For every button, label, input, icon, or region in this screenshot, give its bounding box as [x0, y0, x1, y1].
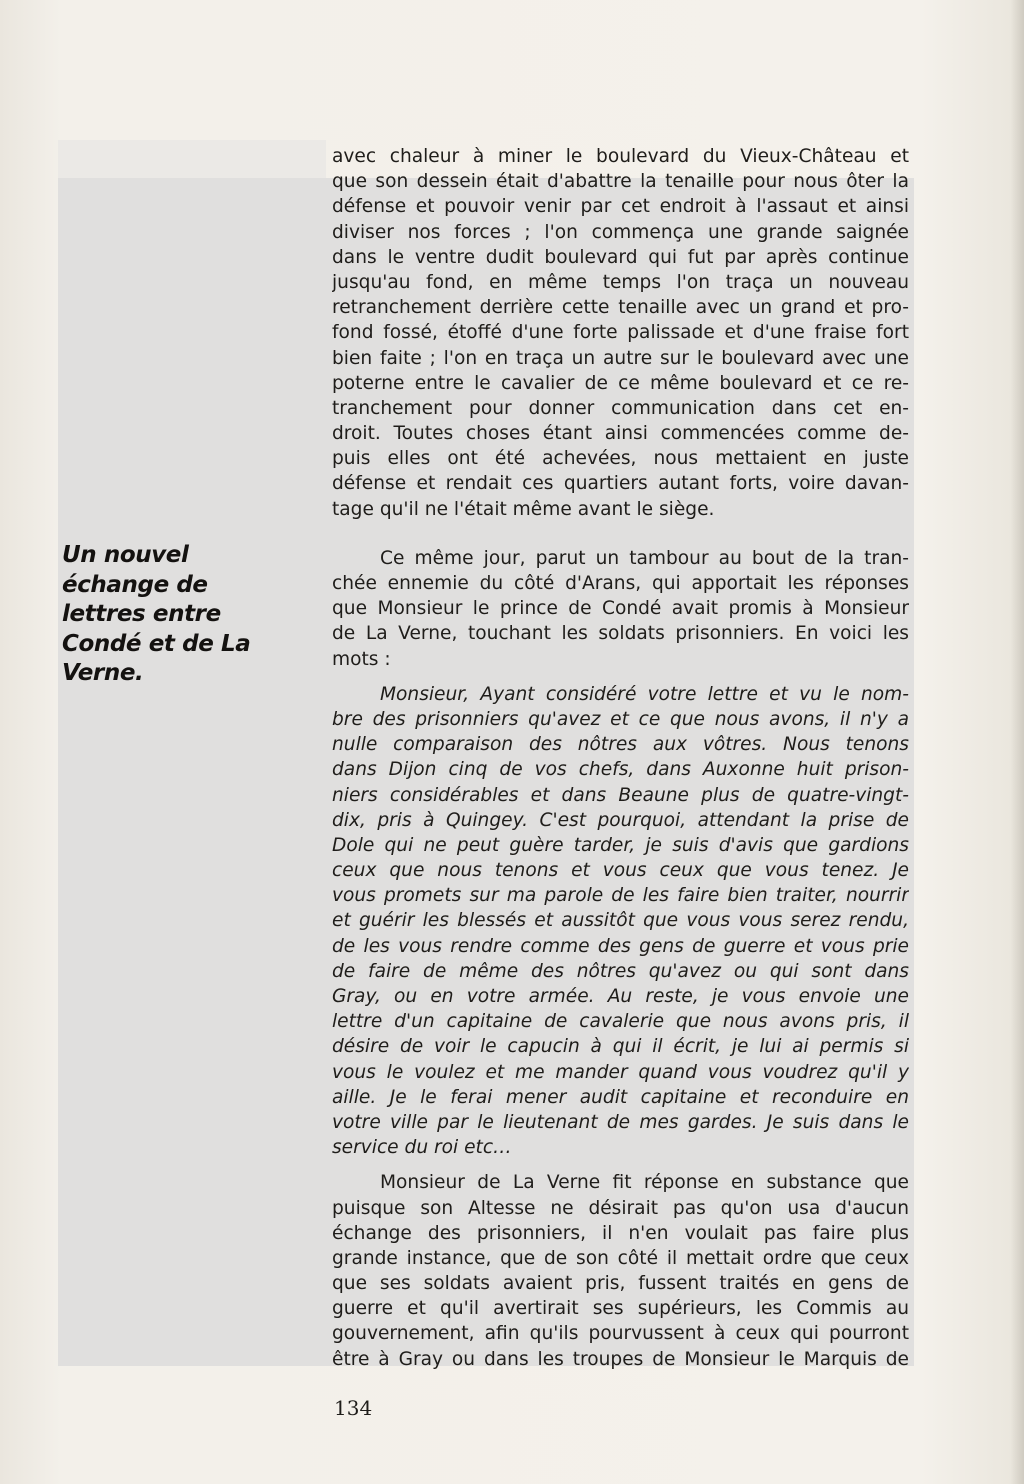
text-line: chée ennemie du côté d'Arans, qui apportait les réponses [332, 573, 909, 594]
text-line: gouvernement, afin qu'ils pourvussent à ceux qui pourront [332, 1323, 909, 1345]
text-line: bre des prisonniers qu'avez et ce que nous avons, il n'y a [332, 708, 909, 730]
text-line: guerre et qu'il avertirait ses supérieurs, les Commis au [332, 1298, 909, 1320]
text-line: défense et pouvoir venir par cet endroit à l'assaut et ainsi [332, 196, 909, 218]
text-line: dans Dijon cinq de vos chefs, dans Auxonne huit prison- [332, 759, 909, 781]
text-line: poterne entre le cavalier de ce même boulevard et ce re- [332, 372, 909, 394]
text-line: grande instance, que de son côté il mettait ordre que ceux [332, 1247, 909, 1269]
paragraph-3 [332, 1170, 909, 1372]
page-edge-shadow [1010, 0, 1024, 1484]
text-line: que Monsieur le prince de Condé avait promis à Monsieur [332, 598, 909, 620]
text-line: puisque son Altesse ne désirait pas qu'on usa d'aucun [332, 1197, 909, 1219]
text-line: diviser nos forces ; l'on commença une grande saignée [332, 221, 909, 243]
margin-note-line: échange de [62, 571, 208, 598]
text-line: nulle comparaison des nôtres aux vôtres. Nous tenons [332, 734, 909, 756]
paragraph-spacer [332, 672, 909, 682]
margin-note-line: Verne. [62, 660, 144, 686]
text-line: puis elles ont été achevées, nous mettaient en juste [332, 448, 909, 470]
text-line: que ses soldats avaient pris, fussent traités en gens de [332, 1273, 909, 1295]
text-line: Gray, ou en votre armée. Au reste, je vous envoie une [332, 986, 909, 1007]
text-line: vous le voulez et me mander quand vous voudrez qu'il y [332, 1061, 909, 1083]
text-line: Ce même jour, parut un tambour au bout de la tran- [380, 547, 909, 569]
text-line: ceux que nous tenons et vous ceux que vous tenez. Je [332, 860, 909, 882]
margin-note-line: Un nouvel [62, 542, 189, 568]
text-line: jusqu'au fond, en même temps l'on traça un nouveau [332, 271, 909, 293]
text-line: être à Gray ou dans les troupes de Monsieur le Marquis de [332, 1348, 909, 1370]
text-line: service du roi etc… [332, 1137, 512, 1159]
text-line: vous promets sur ma parole de les faire bien traiter, nourrir [332, 885, 909, 907]
text-line: niers considérables et dans Beaune plus de quatre-vingt- [332, 784, 909, 806]
text-line: dans le ventre dudit boulevard qui fut par après continue [332, 246, 909, 268]
text-line: aille. Je le ferai mener audit capitaine et reconduire en [332, 1086, 909, 1108]
text-line: Monsieur de La Verne fit réponse en substance que [380, 1172, 909, 1194]
margin-note [62, 541, 312, 689]
text-line: défense et rendait ces quartiers autant forts, voire davan- [332, 473, 909, 495]
text-line: droit. Toutes choses étant ainsi commencées comme de- [332, 423, 909, 445]
text-line: lettre d'un capitaine de cavalerie que nous avons pris, il [332, 1011, 909, 1033]
quoted-letter [332, 682, 909, 1161]
text-line: Monsieur, Ayant considéré votre lettre et vu le nom- [380, 683, 909, 705]
text-line: retranchement derrière cette tenaille avec un grand et pro- [332, 297, 909, 319]
paragraph-1 [332, 144, 909, 522]
text-line: échange des prisonniers, il n'en voulait pas faire plus [332, 1222, 909, 1244]
text-line: fond fossé, étoffé d'une forte palissade et d'une fraise fort [332, 322, 909, 344]
margin-note-line: Condé et de La [62, 630, 251, 657]
text-line: de faire de même des nôtres qu'avez ou qui sont dans [332, 960, 909, 982]
paragraph-spacer [332, 522, 909, 546]
page-number: 134 [334, 1396, 373, 1420]
text-line: dix, pris à Quingey. C'est pourquoi, attendant la prise de [332, 809, 909, 831]
panel-top-band [58, 140, 326, 178]
text-line: tage qu'il ne l'était même avant le siège. [332, 498, 715, 520]
text-line: que son dessein était d'abattre la tenaille pour nous ôter la [332, 171, 909, 193]
paragraph-2 [332, 546, 909, 672]
text-line: votre ville par le lieutenant de mes gardes. Je suis dans le [332, 1111, 909, 1133]
text-line: mots : [332, 648, 391, 670]
text-line: avec chaleur à miner le boulevard du Vieux-Château et [332, 146, 909, 167]
text-line: de La Verne, touchant les soldats prisonniers. En voici les [332, 623, 909, 645]
text-line: de les vous rendre comme des gens de guerre et vous prie [332, 935, 909, 957]
text-line: Dole qui ne peut guère tarder, je suis d'avis que gardions [332, 834, 909, 856]
body-text [332, 144, 909, 1372]
margin-note-line: lettres entre [62, 601, 221, 627]
text-line: et guérir les blessés et aussitôt que vous vous serez rendu, [332, 910, 909, 932]
text-line: désire de voir le capucin à qui il écrit, je lui ai permis si [332, 1036, 909, 1058]
text-line: bien faite ; l'on en traça un autre sur le boulevard avec une [332, 347, 909, 369]
text-line: tranchement pour donner communication dans cet en- [332, 397, 909, 419]
paragraph-spacer [332, 1160, 909, 1170]
